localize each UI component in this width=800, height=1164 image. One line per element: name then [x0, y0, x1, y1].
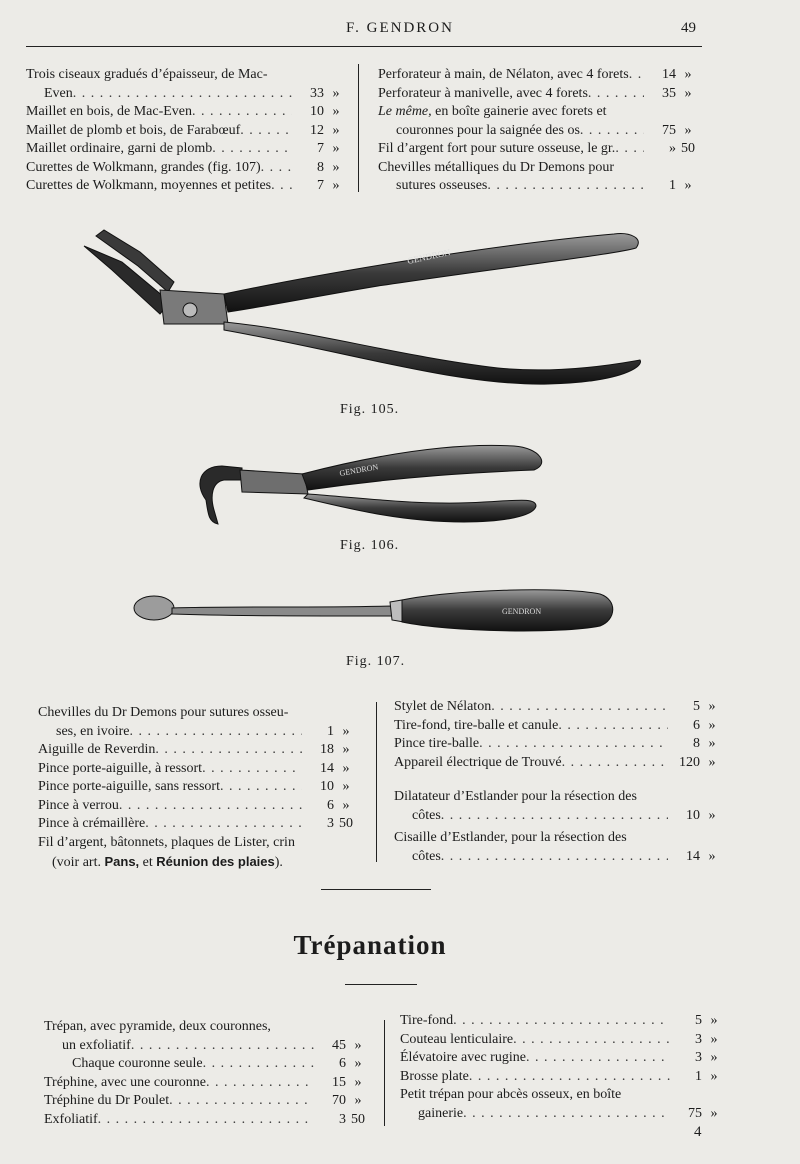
- signature-mark: 4: [694, 1124, 702, 1140]
- leader-dots: [629, 66, 644, 85]
- section-title-rule: [345, 984, 417, 985]
- item-price-unit: »: [710, 1050, 718, 1065]
- item-price-unit: »: [710, 1068, 718, 1084]
- item-price: 14: [662, 67, 676, 82]
- item-price: 12: [310, 122, 324, 138]
- item-label: Maillet en bois, de Mac-Even: [26, 104, 193, 119]
- leader-dots: [562, 754, 668, 773]
- item-price-unit: 50: [681, 141, 695, 156]
- price-list-row: [400, 1012, 726, 1031]
- price-list-row: [378, 103, 700, 122]
- page-number: 49: [681, 20, 696, 36]
- item-price-unit: »: [354, 1093, 362, 1108]
- item-label: Tire-fond: [400, 1013, 454, 1028]
- item-label: Tire-fond, tire-balle et canule: [394, 717, 559, 733]
- item-label: Perforateur à main, de Nélaton, avec 4 forets: [378, 67, 629, 82]
- price-list-row: [44, 1111, 370, 1130]
- price-list-row: [38, 723, 358, 742]
- item-label: Pince tire-balle: [394, 736, 480, 751]
- fig-107-curette-illustration: [130, 586, 616, 638]
- fig-107-engraving: GENDRON: [502, 607, 542, 616]
- item-label: Chevilles métalliques du Dr Demons pour: [378, 159, 615, 175]
- fig-106-caption: Fig. 106.: [340, 538, 400, 553]
- leader-dots: [212, 140, 292, 159]
- leader-dots: [441, 848, 668, 867]
- leader-dots: [155, 741, 302, 760]
- item-price: 8: [693, 736, 700, 751]
- item-price-unit: »: [342, 760, 350, 776]
- item-price: 120: [679, 754, 700, 770]
- price-list-row: [26, 122, 348, 141]
- item-label: Maillet ordinaire, garni de plomb: [26, 141, 213, 156]
- column-divider: [384, 1020, 385, 1126]
- middle-left-price-list: [38, 704, 358, 834]
- item-price-unit: »: [354, 1037, 362, 1053]
- item-price-unit: 50: [339, 816, 353, 831]
- item-label: Cisaille d’Estlander, pour la résection des: [394, 830, 627, 845]
- middle-right-price-list: [394, 698, 724, 772]
- item-price: 10: [310, 104, 324, 119]
- item-price-unit: »: [332, 178, 340, 193]
- item-price-unit: »: [332, 159, 340, 175]
- leader-dots: [441, 807, 668, 826]
- price-list-row: [38, 760, 358, 779]
- price-list-row: [400, 1031, 726, 1050]
- item-price: 3: [695, 1050, 702, 1065]
- price-list-row: [400, 1049, 726, 1068]
- item-price-unit: »: [342, 779, 350, 794]
- item-label: côtes: [412, 848, 441, 864]
- item-price: 14: [320, 760, 334, 776]
- price-list-row: [394, 788, 724, 807]
- fig-107-caption: Fig. 107.: [346, 654, 406, 669]
- item-price: 33: [310, 85, 324, 101]
- item-label: Stylet de Nélaton: [394, 699, 492, 714]
- item-label: Chaque couronne seule: [72, 1056, 203, 1071]
- note-line-1: Fil d’argent, bâtonnets, plaques de Lister, crin: [38, 835, 295, 850]
- fig-105-engraving: GENDRON: [406, 247, 452, 266]
- leader-dots: [192, 103, 292, 122]
- price-list-row: [26, 140, 348, 159]
- item-label: gainerie: [418, 1105, 464, 1121]
- leader-dots: [487, 177, 644, 196]
- price-list-row: [38, 704, 358, 723]
- price-list-row: [394, 848, 724, 867]
- item-price: 15: [332, 1074, 346, 1090]
- link-reunion-des-plaies: Réunion des plaies: [156, 853, 275, 869]
- leader-dots: [202, 760, 302, 779]
- item-label: Élévatoire avec rugine: [400, 1050, 526, 1065]
- item-label: Pince porte-aiguille, sans ressort: [38, 779, 220, 794]
- middle-left-note: [38, 834, 358, 872]
- item-label: Chevilles du Dr Demons pour sutures osseu-: [38, 705, 289, 720]
- price-list-row: [26, 103, 348, 122]
- price-list-row: [44, 1037, 370, 1056]
- leader-dots: [580, 122, 644, 141]
- item-label: Dilatateur d’Estlander pour la résection des: [394, 789, 637, 804]
- item-price: 1: [695, 1068, 702, 1084]
- item-price: 7: [317, 141, 324, 156]
- item-price: 75: [688, 1105, 702, 1121]
- item-label: Appareil électrique de Trouvé: [394, 754, 562, 770]
- item-price: 10: [686, 807, 700, 823]
- item-price-unit: »: [332, 122, 340, 138]
- price-list-row: [394, 735, 724, 754]
- leader-dots: [240, 122, 292, 141]
- item-price-unit: »: [332, 104, 340, 119]
- item-price: 10: [320, 779, 334, 794]
- item-price-unit: »: [708, 807, 716, 823]
- item-price: 3: [695, 1031, 702, 1047]
- item-price: »: [669, 141, 676, 156]
- item-label: Aiguille de Reverdin: [38, 742, 156, 757]
- leader-dots: [131, 1037, 314, 1056]
- item-label: Couteau lenticulaire: [400, 1031, 514, 1047]
- item-label: Fil d’argent fort pour suture osseuse, le gr.: [378, 141, 616, 156]
- item-label: Tréphine, avec une couronne: [44, 1074, 206, 1090]
- leader-dots: [513, 1031, 670, 1050]
- item-price: 45: [332, 1037, 346, 1053]
- note-line-2: (voir art. Pans, et Réunion des plaies).: [52, 853, 283, 870]
- price-list-row: [26, 66, 348, 85]
- column-divider: [376, 702, 377, 862]
- price-list-row: [44, 1074, 370, 1093]
- price-list-row: [378, 122, 700, 141]
- item-label: Trépan, avec pyramide, deux couronnes,: [44, 1019, 271, 1034]
- leader-dots: [469, 1068, 670, 1087]
- leader-dots: [73, 85, 292, 104]
- fig-105-caption: Fig. 105.: [340, 402, 400, 417]
- leader-dots: [615, 140, 644, 159]
- item-label: Pince porte-aiguille, à ressort: [38, 760, 203, 776]
- leader-dots: [526, 1049, 670, 1068]
- item-price-unit: »: [708, 736, 716, 751]
- item-label: Maillet de plomb et bois, de Farabœuf: [26, 122, 241, 138]
- item-price-unit: »: [684, 122, 692, 138]
- item-label: Even: [44, 85, 73, 101]
- item-price: 6: [693, 717, 700, 733]
- leader-dots: [491, 698, 668, 717]
- header-rule: [26, 46, 702, 47]
- middle-right-price-list-2: [394, 788, 724, 866]
- leader-dots: [261, 159, 292, 178]
- item-price-unit: »: [710, 1013, 718, 1028]
- item-price-unit: »: [684, 85, 692, 101]
- price-list-row: [378, 159, 700, 178]
- item-price: 14: [686, 848, 700, 864]
- leader-dots: [203, 1055, 314, 1074]
- item-price: 5: [693, 699, 700, 714]
- item-price: 5: [695, 1013, 702, 1028]
- item-price: 1: [327, 723, 334, 739]
- bottom-right-price-list: [400, 1012, 726, 1123]
- item-price-unit: »: [708, 699, 716, 714]
- item-price: 7: [317, 178, 324, 193]
- price-list-row: [38, 741, 358, 760]
- item-price-unit: »: [708, 848, 716, 864]
- item-label: Tréphine du Dr Poulet: [44, 1093, 170, 1108]
- item-label: couronnes pour la saignée des os: [396, 122, 580, 138]
- leader-dots: [479, 735, 668, 754]
- leader-dots: [558, 717, 668, 736]
- item-label: Pince à verrou: [38, 797, 119, 813]
- item-price: 75: [662, 122, 676, 138]
- price-list-row: [44, 1018, 370, 1037]
- price-list-row: [38, 778, 358, 797]
- price-list-row: [394, 807, 724, 826]
- item-label: côtes: [412, 807, 441, 823]
- leader-dots: [463, 1105, 670, 1124]
- item-price-unit: »: [708, 717, 716, 733]
- price-list-row: [400, 1105, 726, 1124]
- fig-106-engraving: GENDRON: [338, 462, 379, 478]
- price-list-row: [378, 140, 700, 159]
- leader-dots: [206, 1074, 314, 1093]
- price-list-row: [378, 177, 700, 196]
- price-list-row: [26, 177, 348, 196]
- leader-dots: [129, 723, 302, 742]
- price-list-row: [38, 797, 358, 816]
- item-price: 70: [332, 1093, 346, 1108]
- item-price-unit: »: [354, 1074, 362, 1090]
- price-list-row: [400, 1086, 726, 1105]
- price-list-row: [394, 829, 724, 848]
- item-price-unit: »: [342, 723, 350, 739]
- item-label: Curettes de Wolkmann, moyennes et petites: [26, 178, 272, 193]
- item-label: Exfoliatif: [44, 1111, 98, 1127]
- price-list-row: [400, 1068, 726, 1087]
- price-list-row: [394, 754, 724, 773]
- item-label: Petit trépan pour abcès osseux, en boîte: [400, 1087, 622, 1102]
- price-list-row: [378, 85, 700, 104]
- item-price: 3: [339, 1111, 346, 1127]
- column-divider: [358, 64, 359, 192]
- price-list-row: [26, 159, 348, 178]
- price-list-row: [38, 815, 358, 834]
- item-label: Le même, en boîte gainerie avec forets et: [378, 104, 607, 119]
- item-price-unit: 50: [351, 1111, 365, 1127]
- item-price-unit: »: [708, 754, 716, 770]
- link-pans: Pans,: [104, 853, 140, 869]
- item-price: 18: [320, 742, 334, 757]
- item-price-unit: »: [342, 742, 350, 757]
- item-price-unit: »: [354, 1056, 362, 1071]
- item-label: Perforateur à manivelle, avec 4 forets: [378, 85, 588, 101]
- price-list-row: [26, 85, 348, 104]
- item-price-unit: »: [710, 1031, 718, 1047]
- leader-dots: [271, 177, 292, 196]
- running-header-title: F. GENDRON: [346, 20, 454, 36]
- item-label: Trois ciseaux gradués d’épaisseur, de Mac-: [26, 67, 268, 82]
- top-left-price-list: [26, 66, 348, 196]
- fig-105-bone-forceps-illustration: [78, 226, 650, 396]
- fig-106-sequestrum-forceps-illustration: [184, 440, 550, 532]
- item-price: 6: [339, 1056, 346, 1071]
- item-price: 1: [669, 178, 676, 193]
- leader-dots: [453, 1012, 670, 1031]
- leader-dots: [98, 1111, 314, 1130]
- item-price-unit: »: [684, 67, 692, 82]
- section-divider-rule: [321, 889, 431, 890]
- price-list-row: [44, 1055, 370, 1074]
- item-price: 35: [662, 85, 676, 101]
- price-list-row: [394, 717, 724, 736]
- top-right-price-list: [378, 66, 700, 196]
- item-price: 6: [327, 797, 334, 813]
- leader-dots: [220, 778, 302, 797]
- leader-dots: [119, 797, 302, 816]
- bottom-left-price-list: [44, 1018, 370, 1129]
- item-price-unit: »: [342, 797, 350, 813]
- item-price-unit: »: [332, 141, 340, 156]
- item-label: Brosse plate: [400, 1068, 469, 1084]
- item-label: un exfoliatif: [62, 1037, 131, 1053]
- leader-dots: [145, 815, 302, 834]
- leader-dots: [169, 1092, 314, 1111]
- item-price: 8: [317, 159, 324, 175]
- section-title: Trépanation: [293, 930, 447, 960]
- item-label: Pince à crémaillère: [38, 816, 146, 831]
- item-price-unit: »: [710, 1105, 718, 1121]
- item-label: sutures osseuses: [396, 178, 488, 193]
- price-list-row: [378, 66, 700, 85]
- price-list-row: [44, 1092, 370, 1111]
- item-label: ses, en ivoire: [56, 723, 130, 739]
- item-price: 3: [327, 816, 334, 831]
- price-list-row: [394, 698, 724, 717]
- item-price-unit: »: [332, 85, 340, 101]
- leader-dots: [588, 85, 644, 104]
- item-label: Curettes de Wolkmann, grandes (fig. 107): [26, 159, 261, 175]
- item-price-unit: »: [684, 178, 692, 193]
